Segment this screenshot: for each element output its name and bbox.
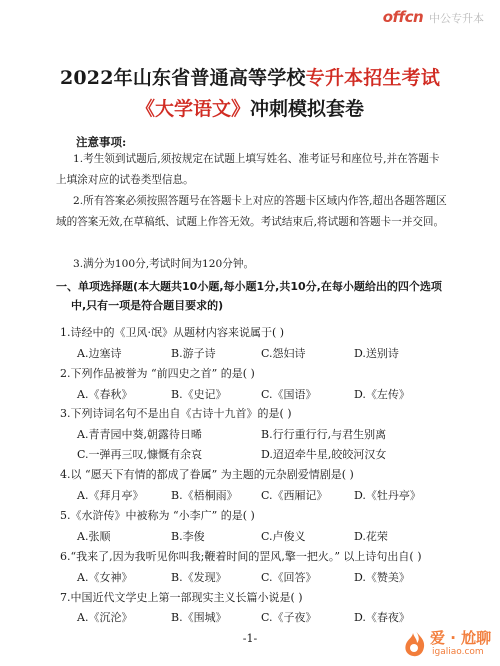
option: A.《女神》	[77, 571, 133, 584]
question-stem: 4.以 “愿天下有情的都成了眷属” 为主题的元杂剧爱情剧是( )	[60, 468, 354, 481]
title-plain-part: 2022年山东省普通高等学校	[59, 67, 306, 89]
option: B.《发现》	[171, 571, 227, 584]
option: D.送别诗	[354, 347, 399, 360]
option: A.青青园中葵,朝露待日晞	[77, 428, 202, 441]
question-stem: 2.下列作品被誉为 “前四史之首” 的是( )	[60, 367, 255, 380]
option: B.行行重行行,与君生别离	[261, 428, 387, 441]
watermark	[400, 628, 490, 662]
logo-text: 中公专升本	[429, 12, 484, 25]
exam-title-line2	[0, 94, 500, 121]
option: C.怨妇诗	[261, 347, 306, 360]
option: D.《左传》	[354, 388, 410, 401]
title-suffix: 冲刺模拟套卷	[250, 98, 365, 120]
option: C.《回答》	[261, 571, 317, 584]
option: D.《春夜》	[354, 611, 410, 624]
option: D.花荣	[354, 530, 388, 543]
option: B.《梧桐雨》	[171, 489, 238, 502]
option: C.《子夜》	[261, 611, 317, 624]
section-heading-line1: 一、单项选择题(本大题共10小题,每小题1分,共10分,在每小题给出的四个选项	[56, 280, 442, 293]
question-stem: 3.下列诗词名句不是出自《古诗十九首》的是( )	[60, 407, 292, 420]
option: C.《国语》	[261, 388, 317, 401]
brand-logo	[383, 8, 484, 26]
option: A.《沉沦》	[77, 611, 133, 624]
notice-item: 1.考生领到试题后,须按规定在试题上填写姓名、准考证号和座位号,并在答题卡上填涂对应的试卷类型信息。	[56, 153, 440, 186]
flame-icon	[400, 628, 430, 658]
section-heading	[56, 277, 458, 315]
option: B.李俊	[171, 530, 205, 543]
title-red-part: 专升本招生考试	[305, 67, 441, 89]
option: D.《牡丹亭》	[354, 489, 421, 502]
subject-name: 《大学语文》	[135, 98, 250, 120]
watermark-text: 爱 · 尬聊	[430, 629, 492, 647]
logo-brand: offcn	[382, 8, 424, 26]
exam-title-line1	[0, 63, 500, 90]
option: B.《围城》	[171, 611, 227, 624]
question-stem: 7.中国近代文学史上第一部现实主义长篇小说是( )	[60, 591, 303, 604]
option: D.迢迢牵牛星,皎皎河汉女	[261, 448, 387, 461]
option: A.张顺	[77, 530, 111, 543]
option: C.卢俊义	[261, 530, 306, 543]
notice-heading: 注意事项:	[76, 135, 127, 149]
option: B.游子诗	[171, 347, 216, 360]
option: D.《赞美》	[354, 571, 410, 584]
notice-item: 2.所有答案必须按照答题号在答题卡上对应的答题卡区域内作答,超出各题答题区域的答案无效,在草稿纸、试题上作答无效。考试结束后,将试题和答题卡一并交回。	[56, 195, 447, 228]
option: A.《拜月亭》	[77, 489, 144, 502]
section-heading-line2: 中,只有一项是符合题目要求的)	[71, 299, 224, 312]
question-stem: 1.诗经中的《卫风·氓》从题材内容来说属于( )	[60, 326, 285, 339]
option: A.边塞诗	[77, 347, 122, 360]
notice-item: 3.满分为100分,考试时间为120分钟。	[73, 258, 255, 270]
option: C.一弹再三叹,慷慨有余哀	[77, 448, 203, 461]
option: C.《西厢记》	[261, 489, 328, 502]
page-number: -1-	[242, 632, 258, 645]
watermark-url: igaliao.com	[432, 647, 484, 657]
option: B.《史记》	[171, 388, 227, 401]
question-stem: 5.《水浒传》中被称为 “小李广” 的是( )	[60, 509, 255, 522]
question-stem: 6.“我来了,因为我听见你叫我;鞭着时间的罡风,擎一把火。” 以上诗句出自( )	[60, 550, 422, 563]
option: A.《春秋》	[77, 388, 133, 401]
